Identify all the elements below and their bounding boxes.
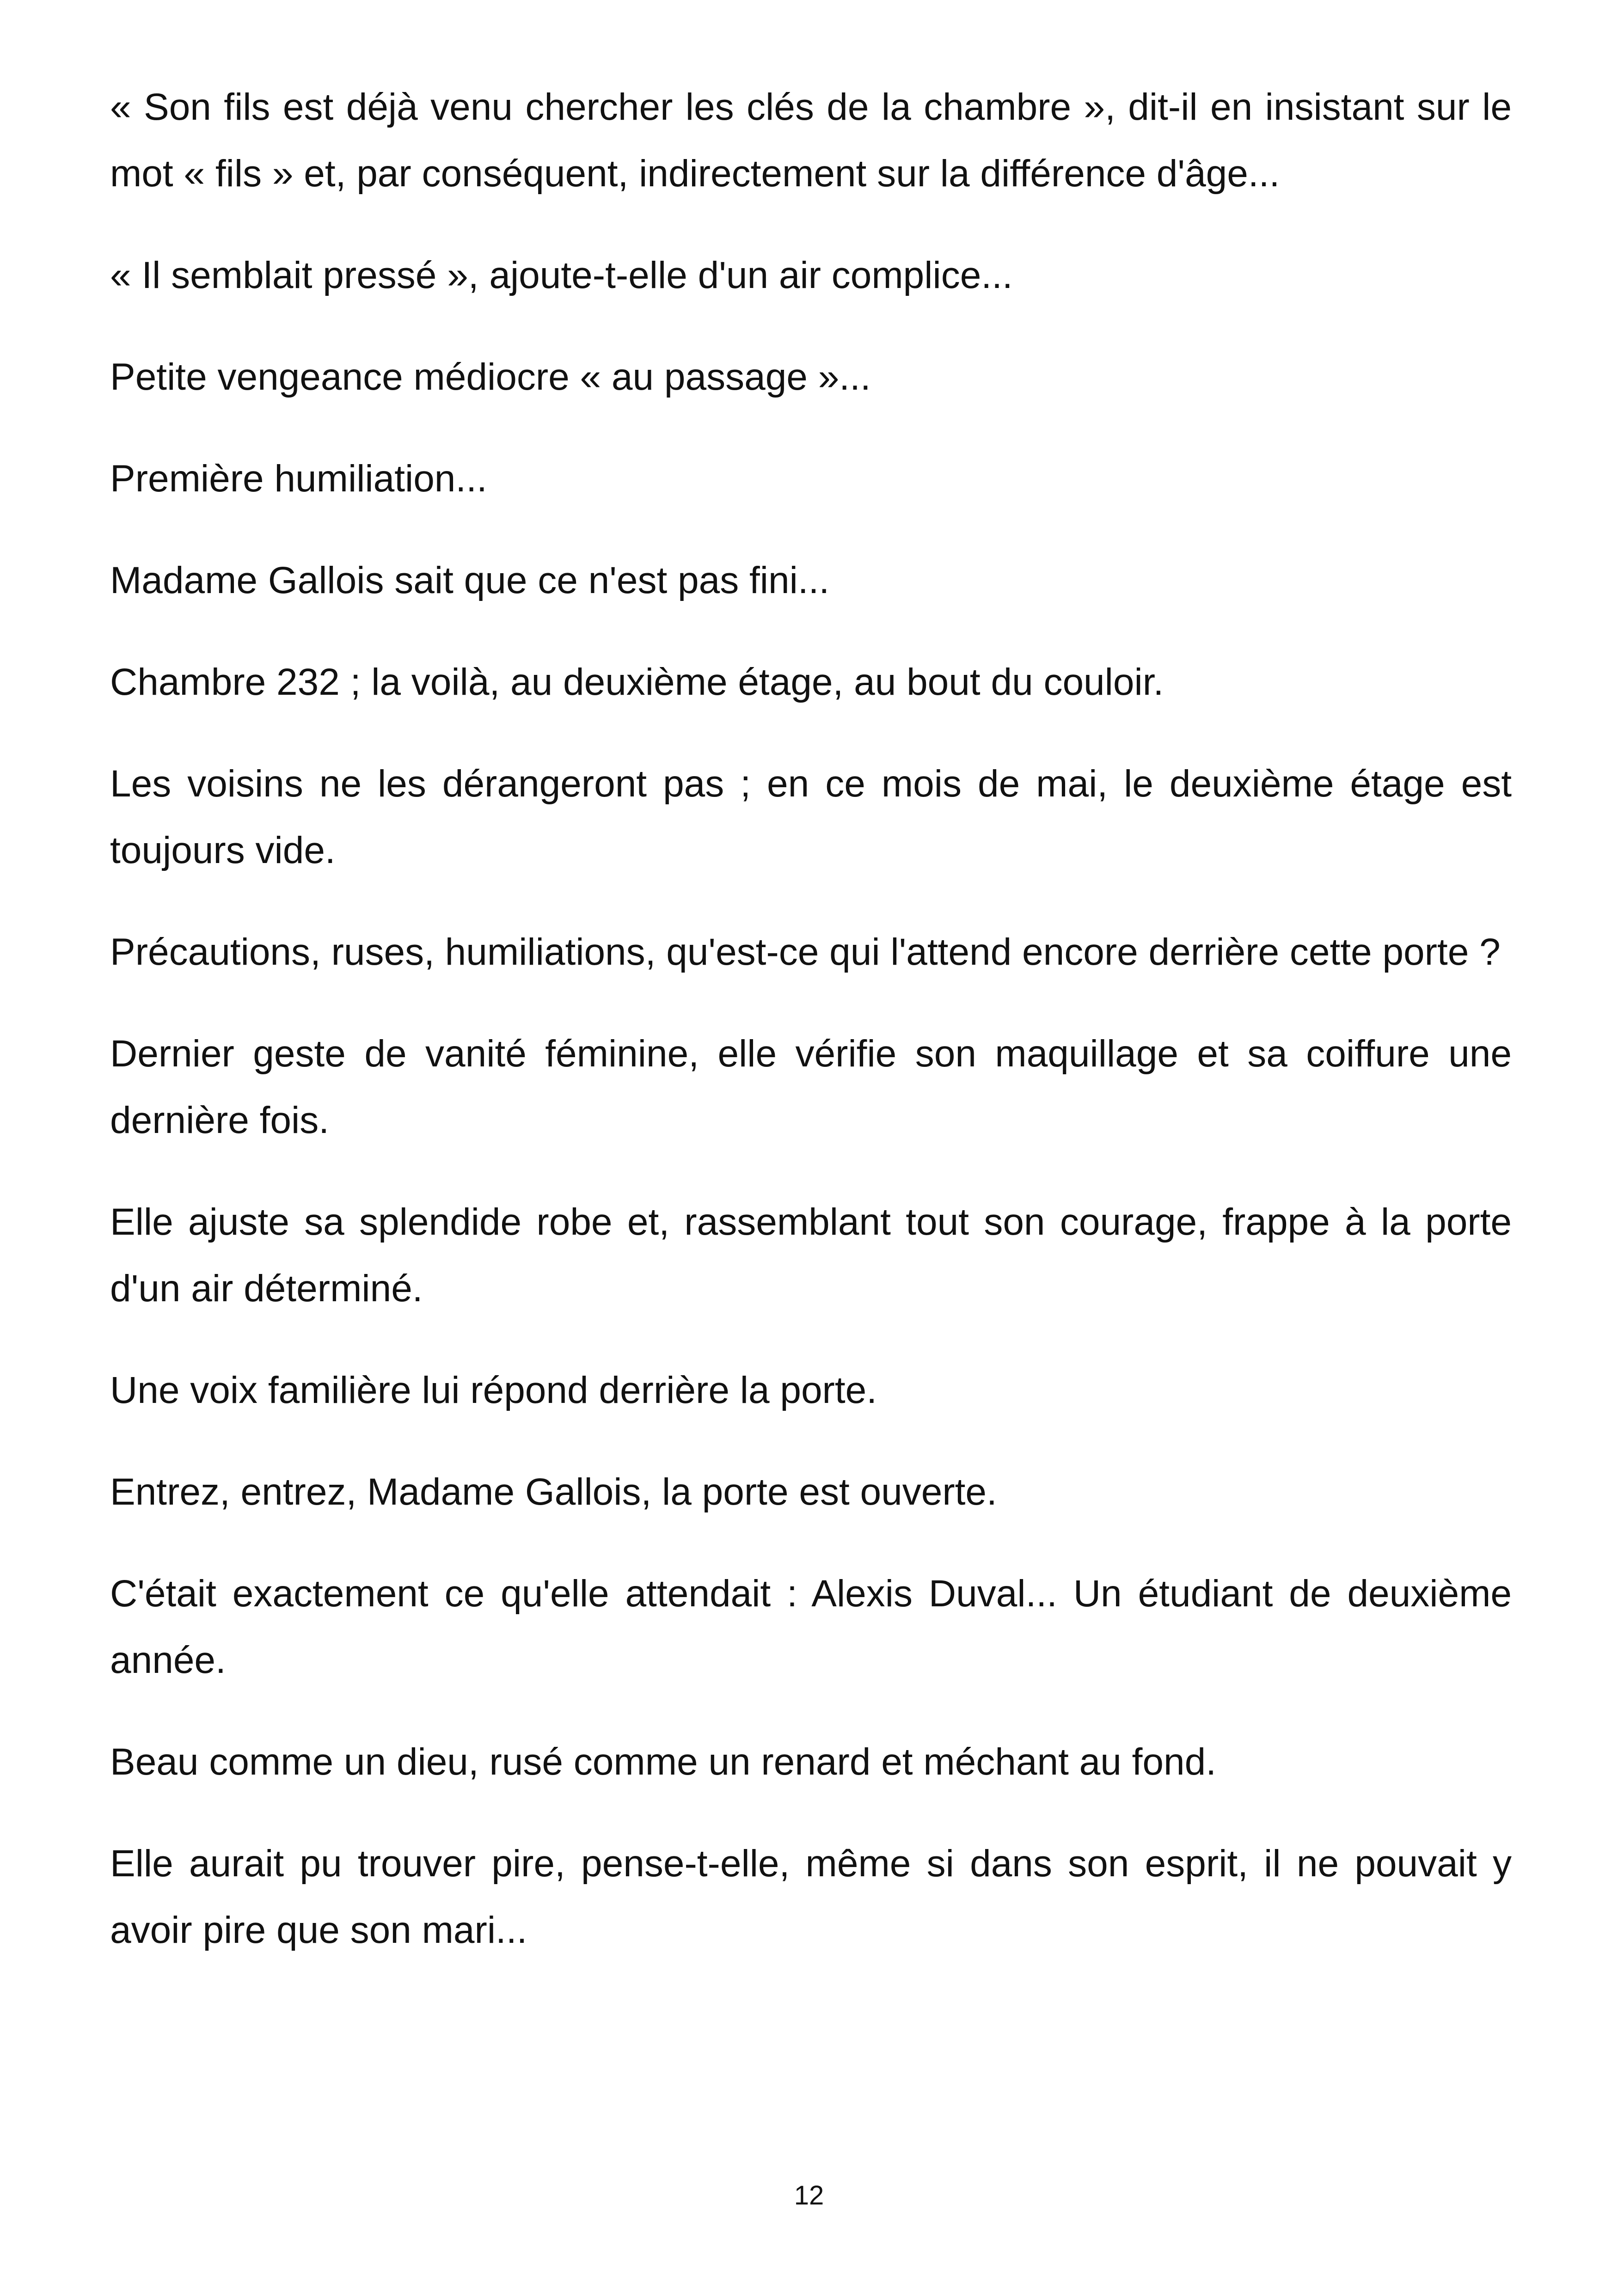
paragraph: Elle ajuste sa splendide robe et, rassemblant tout son courage, frappe à la porte d'un air déterminé.: [110, 1201, 1512, 1310]
paragraph: Petite vengeance médiocre « au passage »...: [110, 356, 871, 398]
paragraph: Les voisins ne les dérangeront pas ; en ce mois de mai, le deuxième étage est toujours vide.: [110, 763, 1512, 871]
paragraph: Dernier geste de vanité féminine, elle vérifie son maquillage et sa coiffure une dernière fois.: [110, 1033, 1512, 1141]
paragraph: Entrez, entrez, Madame Gallois, la porte est ouverte.: [110, 1471, 997, 1513]
paragraph: Une voix familière lui répond derrière la porte.: [110, 1369, 877, 1411]
paragraph: Première humiliation...: [110, 458, 487, 500]
paragraph: Madame Gallois sait que ce n'est pas fini...: [110, 559, 830, 601]
body-text: [110, 74, 1512, 1999]
paragraph: Précautions, ruses, humiliations, qu'est-ce qui l'attend encore derrière cette porte ?: [110, 931, 1501, 973]
page-number: 12: [794, 2180, 824, 2210]
paragraph: C'était exactement ce qu'elle attendait : Alexis Duval... Un étudiant de deuxième année.: [110, 1573, 1512, 1681]
paragraph: « Il semblait pressé », ajoute-t-elle d'un air complice...: [110, 254, 1013, 296]
paragraph: Chambre 232 ; la voilà, au deuxième étage, au bout du couloir.: [110, 661, 1164, 703]
paragraph: « Son fils est déjà venu chercher les clés de la chambre », dit-il en insistant sur le mot « fils » et, par conséquent, indirectement sur la différence d'âge...: [110, 86, 1512, 195]
paragraph: Beau comme un dieu, rusé comme un renard et méchant au fond.: [110, 1741, 1217, 1783]
paragraph: Elle aurait pu trouver pire, pense-t-elle, même si dans son esprit, il ne pouvait y avoir pire que son mari...: [110, 1843, 1512, 1951]
